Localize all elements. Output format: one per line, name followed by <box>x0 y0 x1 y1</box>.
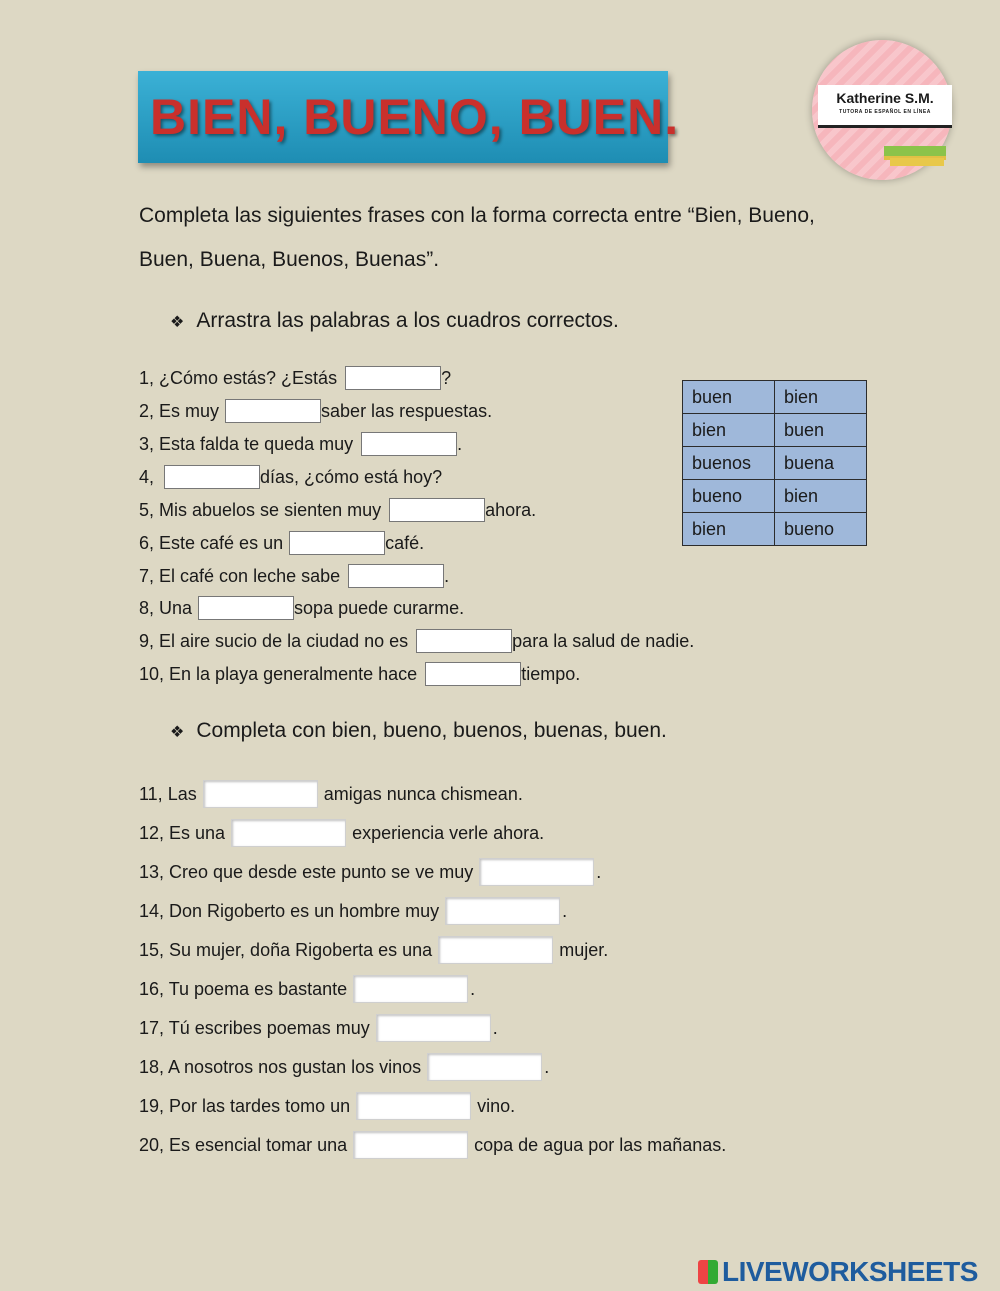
section2-instruction <box>170 719 667 743</box>
section1-instruction-text: Arrastra las palabras a los cuadros correctos. <box>196 309 619 332</box>
drop-box-1[interactable] <box>345 366 441 390</box>
row-text-before: 5, Mis abuelos se sienten muy <box>139 499 382 520</box>
exercise-row-7 <box>139 564 449 588</box>
liveworksheets-logo[interactable] <box>698 1256 978 1288</box>
exercise-row-2 <box>139 399 492 423</box>
draggable-word[interactable]: bien <box>775 480 867 513</box>
row-text-after: saber las respuestas. <box>321 400 493 421</box>
section2-instruction-text: Completa con bien, bueno, buenos, buenas, buen. <box>196 719 667 742</box>
exercise-row-8 <box>139 596 464 620</box>
row-text-before: 3, Esta falda te queda muy <box>139 433 354 454</box>
row-text-after: tiempo. <box>521 663 581 684</box>
answer-input-19[interactable] <box>356 1092 471 1120</box>
word-bank-row <box>683 513 867 546</box>
intro-text: Completa las siguientes frases con la forma correcta entre “Bien, Bueno, Buen, Buena, Buenos, Buenas”. <box>139 204 815 271</box>
draggable-word[interactable]: bien <box>683 513 775 546</box>
row-text-after: . <box>492 1017 498 1038</box>
diamond-bullet-icon: ❖ <box>170 724 185 741</box>
word-bank-row <box>683 447 867 480</box>
drop-box-2[interactable] <box>225 399 321 423</box>
row-text-before: 9, El aire sucio de la ciudad no es <box>139 630 409 651</box>
row-text-after: experiencia verle ahora. <box>352 822 545 843</box>
exercise-row-12 <box>139 819 544 849</box>
row-text-after: amigas nunca chismean. <box>323 783 523 804</box>
exercise-row-17 <box>139 1014 498 1044</box>
answer-input-14[interactable] <box>445 897 560 925</box>
exercise-row-5 <box>139 498 536 522</box>
row-text-before: 19, Por las tardes tomo un <box>139 1095 351 1116</box>
exercise-row-1 <box>139 366 451 390</box>
drop-box-9[interactable] <box>416 629 512 653</box>
row-text-before: 16, Tu poema es bastante <box>139 978 348 999</box>
logo-name: Katherine S.M. <box>836 90 934 106</box>
word-bank-row <box>683 381 867 414</box>
drop-box-5[interactable] <box>389 498 485 522</box>
row-text-before: 7, El café con leche sabe <box>139 565 341 586</box>
section1-instruction <box>170 309 619 333</box>
drop-box-6[interactable] <box>289 531 385 555</box>
row-text-after: ? <box>441 367 452 388</box>
answer-input-16[interactable] <box>353 975 468 1003</box>
row-text-after: . <box>470 978 476 999</box>
liveworksheets-text: LIVEWORKSHEETS <box>722 1256 978 1287</box>
exercise-row-14 <box>139 897 567 927</box>
row-text-before: 20, Es esencial tomar una <box>139 1134 348 1155</box>
draggable-word[interactable]: bien <box>683 414 775 447</box>
exercise-row-10 <box>139 662 580 686</box>
answer-input-12[interactable] <box>231 819 346 847</box>
page-title: BIEN, BUENO, BUEN. <box>150 89 680 145</box>
row-text-after: copa de agua por las mañanas. <box>474 1134 727 1155</box>
row-text-before: 17, Tú escribes poemas muy <box>139 1017 370 1038</box>
exercise-row-13 <box>139 858 601 888</box>
exercise-row-9 <box>139 629 694 653</box>
exercise-row-11 <box>139 780 523 810</box>
row-text-after: para la salud de nadie. <box>512 630 695 651</box>
draggable-word[interactable]: buena <box>775 447 867 480</box>
drop-box-7[interactable] <box>348 564 444 588</box>
row-text-before: 1, ¿Cómo estás? ¿Estás <box>139 367 338 388</box>
row-text-after: . <box>457 433 463 454</box>
row-text-before: 4, <box>139 466 155 487</box>
exercise-row-16 <box>139 975 475 1005</box>
books-icon-lower <box>890 158 944 166</box>
exercise-row-15 <box>139 936 608 966</box>
row-text-after: mujer. <box>559 939 609 960</box>
row-text-before: 8, Una <box>139 597 193 618</box>
row-text-before: 6, Este café es un <box>139 532 284 553</box>
draggable-word[interactable]: bueno <box>683 480 775 513</box>
row-text-before: 12, Es una <box>139 822 226 843</box>
answer-input-17[interactable] <box>376 1014 491 1042</box>
row-text-after: sopa puede curarme. <box>294 597 465 618</box>
row-text-before: 15, Su mujer, doña Rigoberta es una <box>139 939 433 960</box>
diamond-bullet-icon: ❖ <box>170 314 185 331</box>
row-text-after: café. <box>385 532 425 553</box>
liveworksheets-icon <box>698 1260 718 1284</box>
row-text-before: 2, Es muy <box>139 400 220 421</box>
exercise-row-19 <box>139 1092 515 1122</box>
draggable-word[interactable]: buenos <box>683 447 775 480</box>
drop-box-4[interactable] <box>164 465 260 489</box>
drop-box-3[interactable] <box>361 432 457 456</box>
draggable-word[interactable]: buen <box>683 381 775 414</box>
row-text-before: 11, Las <box>139 783 197 804</box>
logo-subtitle: TUTORA DE ESPAÑOL EN LÍNEA <box>839 109 931 115</box>
draggable-word[interactable]: bien <box>775 381 867 414</box>
exercise-row-6 <box>139 531 424 555</box>
answer-input-13[interactable] <box>479 858 594 886</box>
answer-input-15[interactable] <box>438 936 553 964</box>
row-text-before: 14, Don Rigoberto es un hombre muy <box>139 900 440 921</box>
exercise-row-3 <box>139 432 462 456</box>
row-text-after: ahora. <box>485 499 537 520</box>
answer-input-20[interactable] <box>353 1131 468 1159</box>
draggable-word[interactable]: bueno <box>775 513 867 546</box>
word-bank-row <box>683 480 867 513</box>
exercise-row-20 <box>139 1131 726 1161</box>
row-text-before: 18, A nosotros nos gustan los vinos <box>139 1056 422 1077</box>
row-text-after: . <box>562 900 568 921</box>
word-bank <box>682 380 867 546</box>
row-text-before: 13, Creo que desde este punto se ve muy <box>139 861 474 882</box>
exercise-row-4 <box>139 465 442 489</box>
word-bank-row <box>683 414 867 447</box>
row-text-after: días, ¿cómo está hoy? <box>260 466 443 487</box>
row-text-after: . <box>544 1056 550 1077</box>
row-text-after: vino. <box>477 1095 516 1116</box>
drop-box-8[interactable] <box>198 596 294 620</box>
draggable-word[interactable]: buen <box>775 414 867 447</box>
row-text-before: 10, En la playa generalmente hace <box>139 663 418 684</box>
answer-input-11[interactable] <box>203 780 318 808</box>
row-text-after: . <box>444 565 450 586</box>
row-text-after: . <box>596 861 602 882</box>
drop-box-10[interactable] <box>425 662 521 686</box>
answer-input-18[interactable] <box>427 1053 542 1081</box>
exercise-row-18 <box>139 1053 549 1083</box>
